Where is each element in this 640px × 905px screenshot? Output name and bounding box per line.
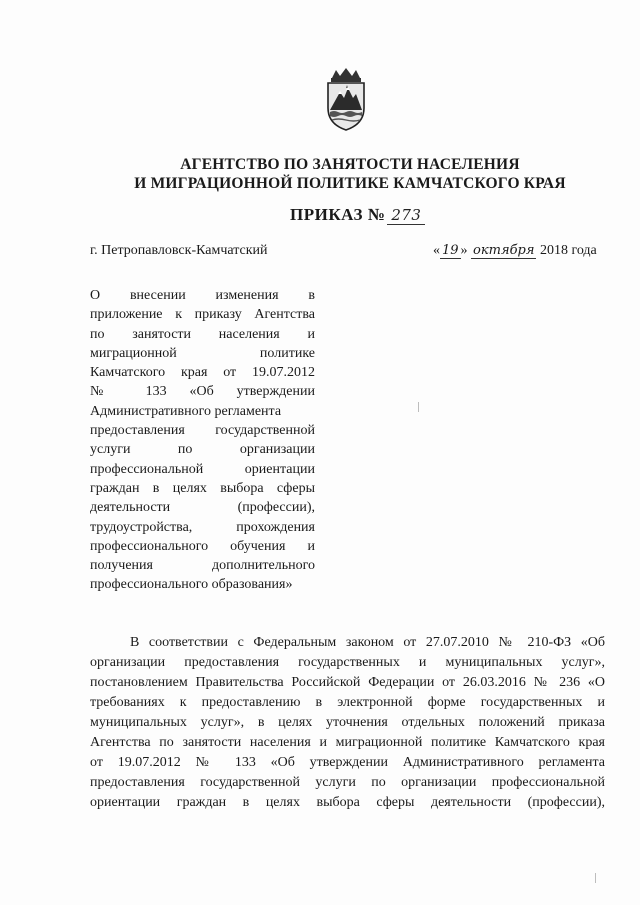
subject-line: граждан в целях выбора сферы xyxy=(90,480,315,496)
agency-name-line-2: И МИГРАЦИОННОЙ ПОЛИТИКЕ КАМЧАТСКОГО КРАЯ xyxy=(134,175,566,192)
body-line: предоставления государственной услуги по организации профессиональной xyxy=(90,775,605,790)
scan-speck xyxy=(595,873,596,883)
subject-line: профессионального образования» xyxy=(90,577,293,593)
order-label: ПРИКАЗ № xyxy=(290,205,386,224)
subject-line: трудоустройства, прохождения xyxy=(90,519,315,535)
city-location: г. Петропавловск-Камчатский xyxy=(90,243,268,258)
subject-line: № 133 «Об утверждении xyxy=(90,384,315,400)
date-year: 2018 года xyxy=(539,243,597,258)
body-line: В соответствии с Федеральным законом от 27.07.2010 № 210-ФЗ «Об xyxy=(130,635,605,650)
body-line: муниципальных услуг», в целях уточнения отдельных положений приказа xyxy=(90,715,605,730)
kamchatka-coat-of-arms-icon xyxy=(322,68,370,132)
subject-line: профессионального обучения и xyxy=(90,538,315,554)
subject-line: О внесении изменения в xyxy=(90,288,315,303)
body-line: ориентации граждан в целях выбора сферы деятельности (профессии), xyxy=(90,795,605,810)
subject-line: Камчатского края от 19.07.2012 xyxy=(90,365,315,381)
order-subject xyxy=(90,286,315,595)
subject-line: предоставления государственной xyxy=(90,423,315,439)
order-date xyxy=(433,243,597,259)
subject-line: получения дополнительного xyxy=(90,558,315,574)
order-body xyxy=(90,633,605,813)
scan-speck xyxy=(418,402,419,412)
subject-line: по занятости населения и xyxy=(90,326,315,342)
subject-line: приложение к приказу Агентства xyxy=(90,307,315,323)
subject-line: Административного регламента xyxy=(90,403,282,419)
subject-line: профессиональной ориентации xyxy=(90,461,315,477)
body-line: от 19.07.2012 № 133 «Об утверждении Административного регламента xyxy=(90,755,605,770)
order-heading xyxy=(290,205,425,225)
body-line: организации предоставления государственных и муниципальных услуг», xyxy=(90,655,605,670)
date-open-quote: « xyxy=(433,243,440,258)
subject-line: услуги по организации xyxy=(90,442,315,458)
date-month-handwritten: октября xyxy=(473,243,535,258)
order-number-handwritten: 273 xyxy=(387,206,425,225)
subject-line: деятельности (профессии), xyxy=(90,500,315,516)
body-line: Агентства по занятости населения и миграционной политике Камчатского края xyxy=(90,735,605,750)
date-close-quote: » xyxy=(460,243,468,258)
body-line: постановлением Правительства Российской Федерации от 26.03.2016 № 236 «О xyxy=(90,675,605,690)
agency-name-line-1: АГЕНТСТВО ПО ЗАНЯТОСТИ НАСЕЛЕНИЯ xyxy=(180,156,520,173)
subject-line: миграционной политике xyxy=(90,345,315,361)
body-line: требованиях к предоставлению в электронной форме государственных и xyxy=(90,695,605,710)
date-day-handwritten: 19 xyxy=(442,243,459,258)
